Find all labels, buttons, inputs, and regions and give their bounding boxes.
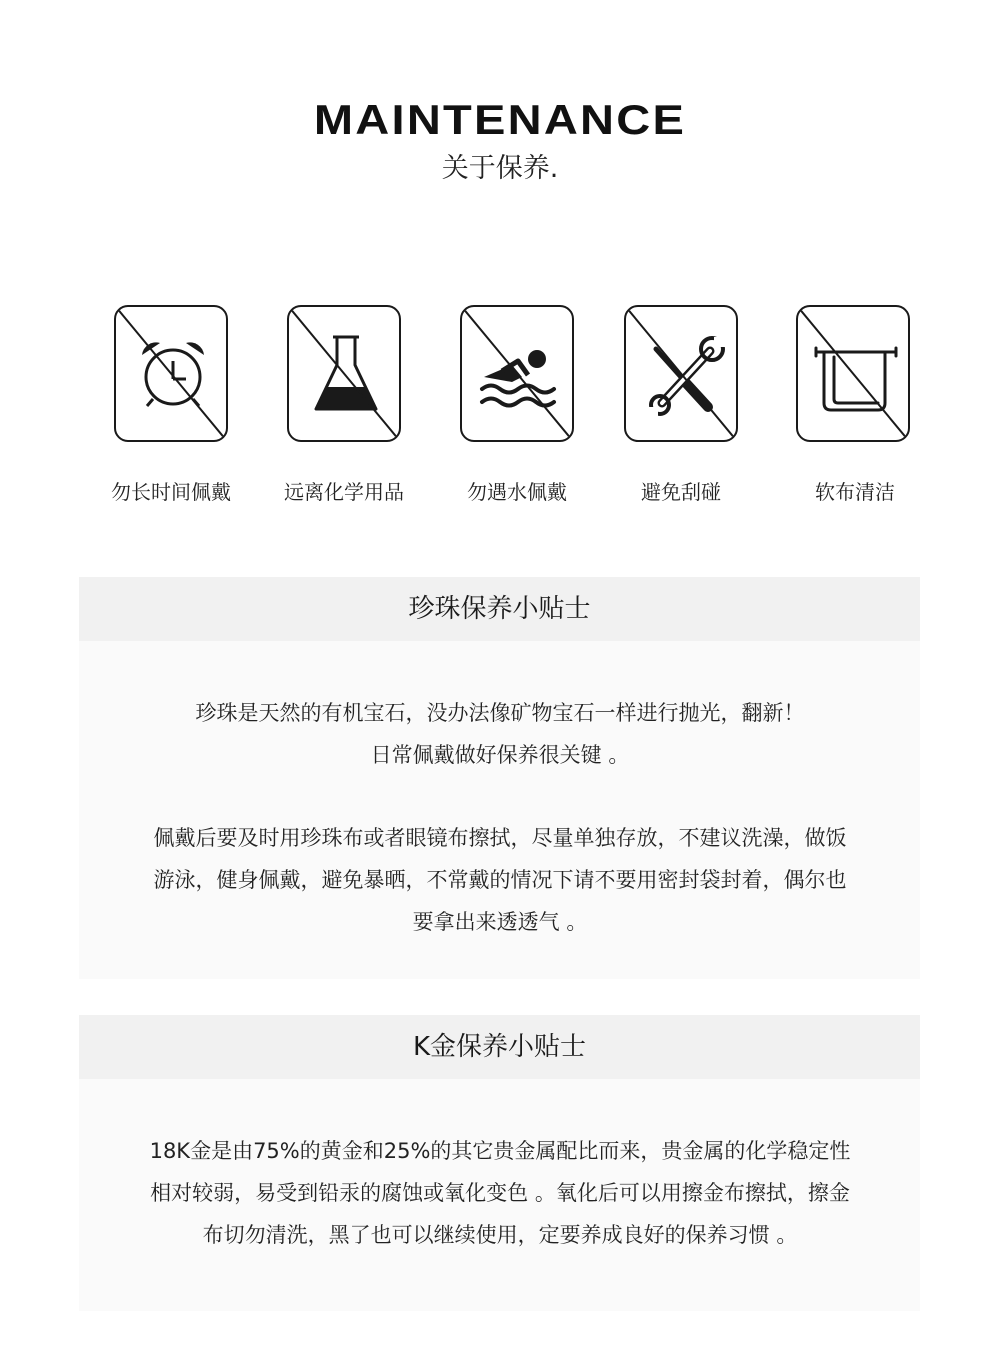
page-title-en: MAINTENANCE xyxy=(313,96,687,143)
pearl-para-2-line-3: 要拿出来透透气 。 xyxy=(412,910,588,934)
no-water-card xyxy=(460,305,574,442)
icon-label-no-scratch: 避免刮碰 xyxy=(641,480,721,504)
tools-icon xyxy=(626,307,736,440)
pearl-para-2-line-1: 佩戴后要及时用珍珠布或者眼镜布擦拭，尽量单独存放，不建议洗澡，做饭 xyxy=(153,826,847,850)
page-title-cn: 关于保养. xyxy=(441,153,559,184)
gold-section-heading: K金保养小贴士 xyxy=(79,1015,920,1079)
pearl-para-1-line-2: 日常佩戴做好保养很关键 。 xyxy=(370,743,630,767)
icon-label-no-water: 勿遇水佩戴 xyxy=(467,480,567,504)
towel-icon xyxy=(798,307,908,440)
flask-icon xyxy=(289,307,399,440)
pearl-para-2-line-2: 游泳，健身佩戴，避免暴晒，不常戴的情况下请不要用密封袋封着，偶尔也 xyxy=(153,868,847,892)
swimming-icon xyxy=(462,307,572,440)
gold-line-2: 相对较弱，易受到铅汞的腐蚀或氧化变色 。氧化后可以用擦金布擦拭，擦金 xyxy=(150,1181,850,1205)
pearl-section-heading: 珍珠保养小贴士 xyxy=(79,577,920,641)
alarm-clock-icon xyxy=(116,307,226,440)
icon-label-soft-cloth: 软布清洁 xyxy=(815,480,895,504)
no-chemicals-card xyxy=(287,305,401,442)
soft-cloth-card xyxy=(796,305,910,442)
gold-line-1: 18K金是由75%的黄金和25%的其它贵金属配比而来，贵金属的化学稳定性 xyxy=(149,1139,851,1163)
no-scratch-card xyxy=(624,305,738,442)
no-long-wear-card xyxy=(114,305,228,442)
pearl-para-1-line-1: 珍珠是天然的有机宝石，没办法像矿物宝石一样进行抛光，翻新！ xyxy=(195,701,805,725)
icon-label-no-long-wear: 勿长时间佩戴 xyxy=(111,480,231,504)
icon-label-no-chemicals: 远离化学用品 xyxy=(284,480,404,504)
gold-line-3: 布切勿清洗，黑了也可以继续使用，定要养成良好的保养习惯 。 xyxy=(202,1223,798,1247)
